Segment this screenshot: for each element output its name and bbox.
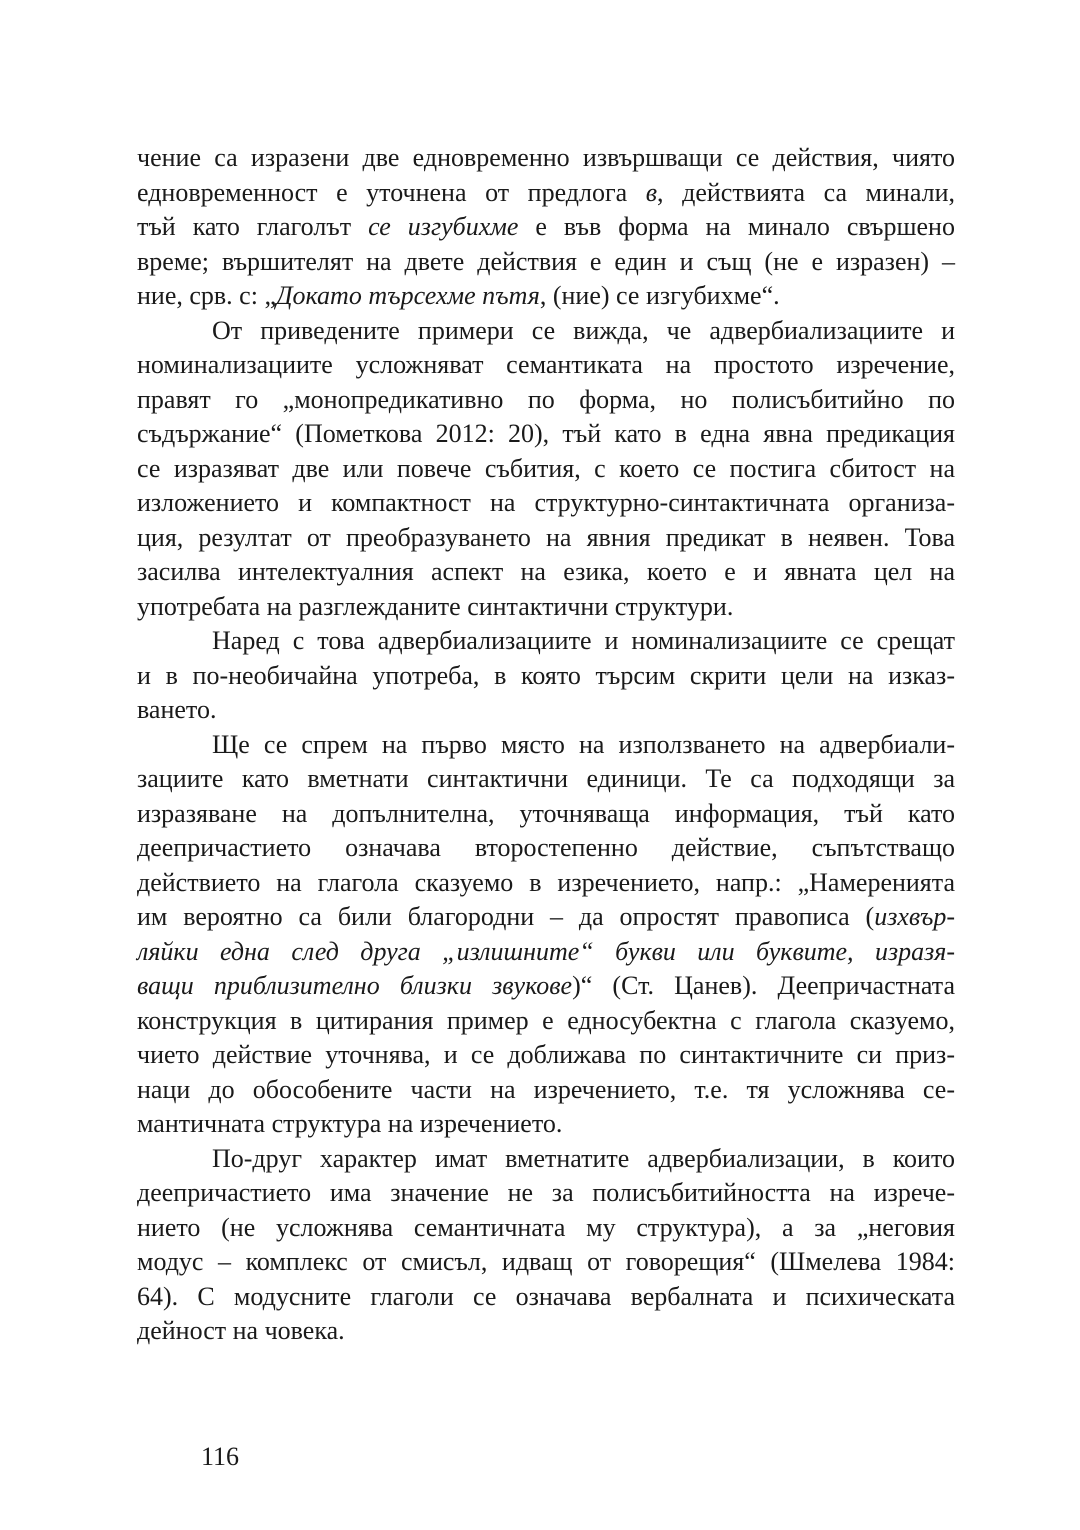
text-line: номинализациите усложняват семантиката на простото изречение, [137,350,955,379]
text-line: правят го „монопредикативно по форма, но полисъбитийно по [137,384,955,414]
text-line: тъй като глаголът се изгубихме е във форма на минало свършено [137,212,955,241]
text-line [137,935,955,970]
document-body [137,141,955,1349]
text-line: ващи приблизително близки звукове)“ (Ст. Цанев). Деепричастната [137,971,956,1000]
text-line: им вероятно са били благородни – да опростят правописа (изхвър- [137,902,955,931]
text-line: деепричастието има значение не за полисъбитийността на изрече- [137,1178,955,1207]
text-line: се изразяват две или повече събития, с което се постига сбитост на [137,453,955,483]
text-line: ние, срв. с: „Докато търсехме пътя, (ние) се изгубихме“. [137,281,780,310]
page-number: 116 [201,1442,240,1471]
text-line: засилва интелектуалния аспект на езика, което е и явната цел на [137,557,955,586]
text-line: едновременност е уточнена от предлога в, действията са минали, [137,177,955,207]
text-line: дейност на човека. [137,1316,345,1345]
text-line: конструкция в цитирания пример е едносубектна с глагола сказуемо, [137,1005,955,1035]
italic-text: Докато търсехме пътя [276,281,540,310]
text-line: деепричастието означава второстепенно действие, съпътстващо [137,833,955,862]
text-line: наци до обособените части на изречението, т.е. тя усложнява се- [137,1074,955,1104]
italic-text: ващи приблизително близки звукове [137,971,573,1000]
text-line: чието действие уточнява, и се доближава по синтактичните си приз- [137,1040,955,1069]
text-line: ция, резултат от преобразуването на явния предикат в неявен. Това [137,522,955,552]
text-line: От приведените примери се вижда, че адвербиализациите и [212,315,955,345]
text-line: 64). С модусните глаголи се означава вербалната и психическата [137,1281,955,1311]
text-line: мантичната структура на изречението. [137,1109,563,1138]
text-line: модус – комплекс от смисъл, идващ от говорещия“ (Шмелева 1984: [137,1247,955,1276]
text-line: съдържание“ (Пометкова 2012: 20), тъй като в една явна предикация [137,419,955,448]
text-line: чение са изразени две едновременно извършващи се действия, чиято [137,143,955,172]
italic-text: изхвър- [874,902,955,931]
text-line: Наред с това адвербиализациите и номинализациите се срещат [212,626,955,655]
text-line: изложението и компактност на структурно-синтактичната организа- [137,488,955,517]
text-line: Ще се спрем на първо място на използването на адвербиали- [212,729,955,759]
text-line: ването. [137,695,217,724]
text-line: и в по-необичайна употреба, в която търсим скрити цели на изказ- [137,660,955,690]
text-line: нието (не усложнява семантичната му структура), а за „неговия [137,1212,955,1242]
text-line: изразяване на допълнителна, уточняваща информация, тъй като [137,798,955,828]
italic-text: се изгубихме [368,212,519,241]
text-line: зациите като вметнати синтактични единици. Те са подходящи за [137,764,955,793]
text-line: употребата на разглежданите синтактични структури. [137,591,734,621]
text-line: действието на глагола сказуемо в изречението, напр.: „Намеренията [137,867,955,897]
text-line: По-друг характер имат вметнатите адвербиализации, в които [212,1143,955,1173]
italic-text: в [645,177,658,207]
italic-text: ляйки една след друга „излишните“ букви или буквите, изразя- [137,936,955,966]
text-line: време; вършителят на двете действия е един и същ (не е изразен) – [137,246,955,276]
